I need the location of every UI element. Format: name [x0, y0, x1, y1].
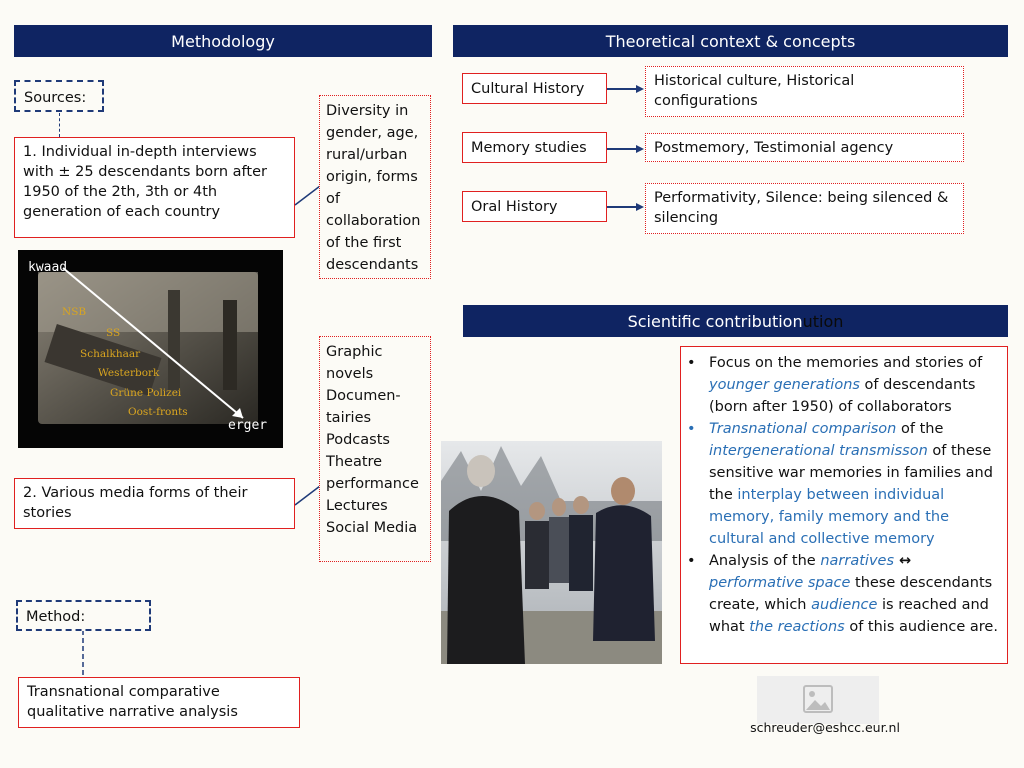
contribution-text: Analysis of the	[709, 553, 821, 569]
source2-text: 2. Various media forms of their stories	[23, 485, 248, 521]
film-item: Westerbork	[98, 367, 160, 379]
film-item: Oost-fronts	[128, 406, 188, 418]
field-memory-studies	[462, 132, 607, 163]
theory-title: Theoretical context & concepts	[605, 31, 856, 51]
methodology-title: Methodology	[171, 31, 275, 51]
field-cultural-history	[462, 73, 607, 104]
group-photo-graphic	[441, 441, 662, 664]
contribution-text: of this audience are.	[844, 619, 998, 635]
contribution-text: of descendants (born after 1950) of collaborators	[709, 377, 976, 415]
film-label-bottom: erger	[228, 418, 268, 433]
media-item: Lectures	[326, 498, 388, 514]
film-item: Schalkhaar	[80, 348, 141, 360]
contribution-emphasis: Transnational comparison	[709, 421, 897, 437]
email-address[interactable]: schreuder@eshcc.eur.nl	[750, 720, 900, 735]
contribution-text: of these sensitive war memories in families and the	[709, 443, 993, 503]
contribution-banner	[463, 305, 1008, 337]
contribution-box	[680, 346, 1008, 664]
contribution-title: Scientific contribution	[627, 311, 803, 331]
contribution-emphasis: narratives	[820, 553, 894, 569]
field-label: Cultural History	[471, 81, 585, 97]
media-item: Graphic novels	[326, 344, 383, 382]
film-item: NSB	[62, 306, 87, 318]
contribution-item-2	[681, 418, 999, 550]
method-label: Method:	[26, 609, 86, 625]
contribution-emphasis: intergenerational transmisson	[709, 443, 928, 459]
contribution-emphasis: audience	[811, 597, 878, 613]
image-placeholder	[757, 676, 879, 724]
contribution-highlight: interplay between individual memory, family memory and the cultural and collective memory	[709, 487, 950, 547]
contribution-item-1	[681, 352, 999, 418]
sources-label: Sources:	[24, 90, 87, 106]
contribution-emphasis: the reactions	[749, 619, 845, 635]
bidirectional-arrow-icon: ↔	[894, 553, 912, 569]
contribution-title-ghost: ution	[802, 311, 844, 331]
media-item: Documen-tairies	[326, 388, 401, 426]
media-item: Theatre performance	[326, 454, 419, 492]
film-label-top: kwaad	[28, 260, 68, 275]
contribution-list	[681, 352, 999, 638]
contribution-item-3	[681, 550, 999, 638]
contribution-text: these descendants create, which	[709, 575, 993, 613]
media-item: Social Media	[326, 520, 418, 536]
image-placeholder-icon	[757, 676, 879, 724]
group-photo	[441, 441, 662, 664]
concept-cultural-history	[645, 66, 964, 117]
diversity-text: Diversity in gender, age, rural/urban origin, forms of collaboration of the first descendants	[326, 103, 421, 273]
concept-label: Performativity, Silence: being silenced & silencing	[654, 190, 949, 226]
field-oral-history	[462, 191, 607, 222]
contribution-emphasis: younger generations	[709, 377, 860, 393]
film-item: SS	[106, 327, 121, 339]
field-label: Memory studies	[471, 140, 587, 156]
concept-label: Historical culture, Historical configurations	[654, 73, 855, 109]
media-item: Podcasts	[326, 432, 390, 448]
contribution-emphasis: performative space	[709, 575, 851, 591]
contribution-text: Focus on the memories and stories of	[709, 355, 983, 371]
method-text: Transnational comparative qualitative narrative analysis	[27, 684, 238, 720]
concept-oral-history	[645, 183, 964, 234]
contribution-text: is reached and what	[709, 597, 989, 635]
contribution-text: of the	[896, 421, 944, 437]
field-label: Oral History	[471, 199, 558, 215]
film-item: Grüne Polizei	[110, 387, 182, 399]
concept-label: Postmemory, Testimonial agency	[654, 140, 894, 156]
concept-memory-studies	[645, 133, 964, 162]
source1-text: 1. Individual in-depth interviews with ± 25 descendants born after 1950 of the 2th, 3th or 4th generation of each country	[23, 144, 267, 220]
